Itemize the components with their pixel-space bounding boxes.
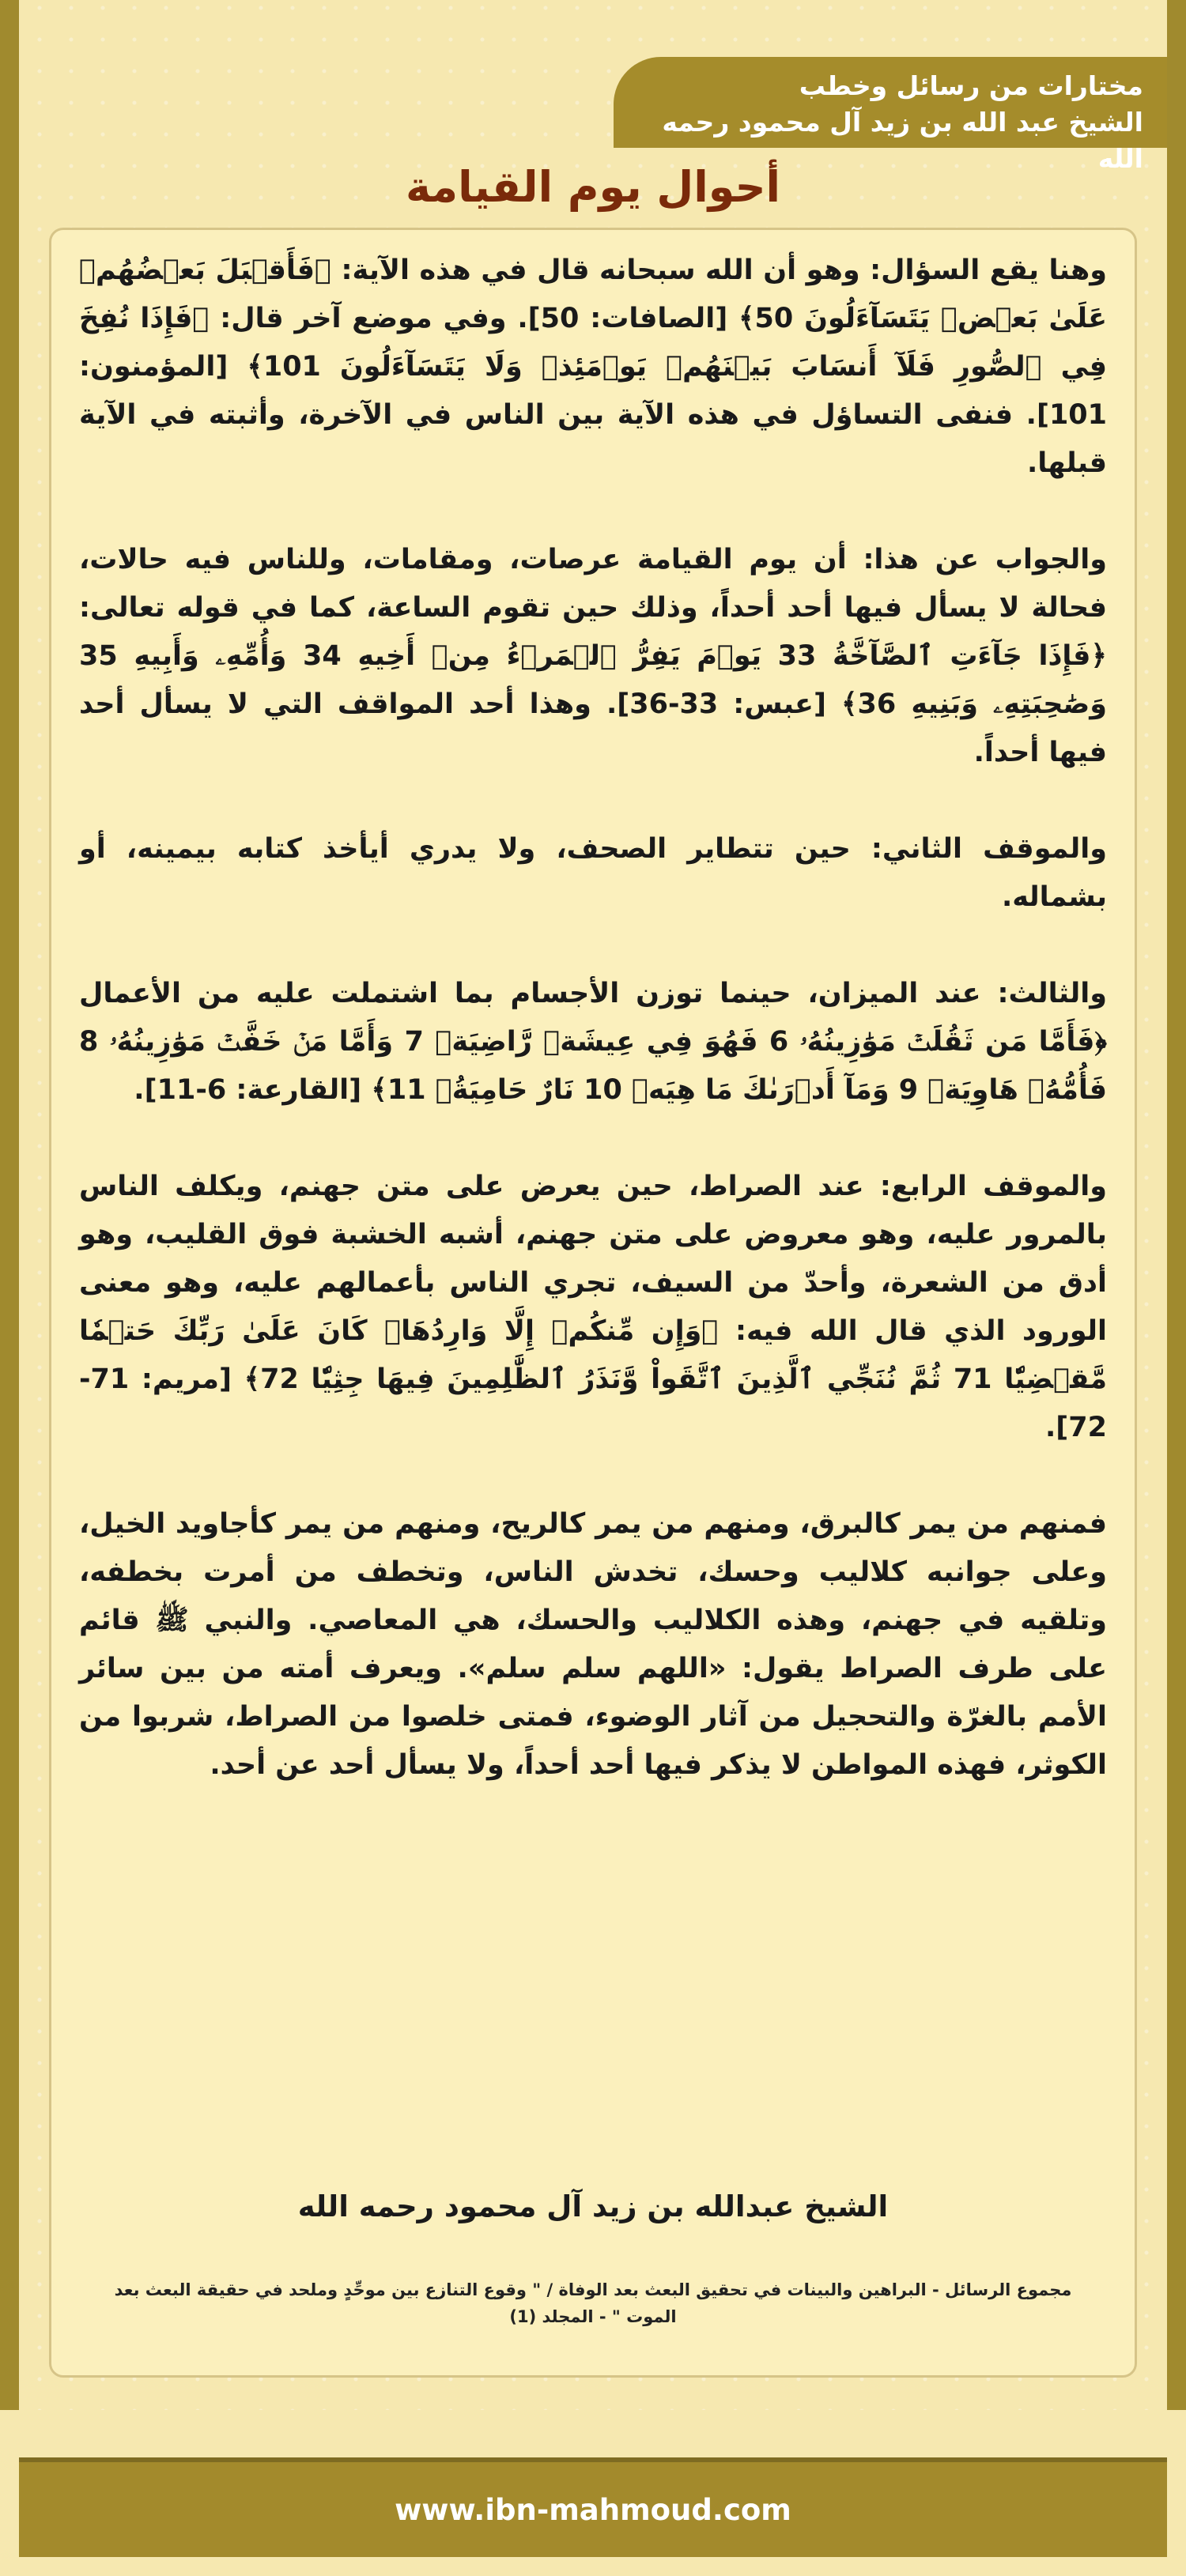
paragraph-5: والموقف الرابع: عند الصراط، حين يعرض على متن جهنم، ويكلف الناس بالمرور عليه، وهو معروض على متن جهنم، أشبه الخشبة فوق القليب، وهو أدق من الشعرة، وأحدّ من السيف، تجري الناس بأعمالهم عليه، وهو معنى الورود الذي قال الله فيه: ﴿وَإِن مِّنكُمۡ إِلَّا وَارِدُهَاۚ كَانَ عَلَىٰ رَبِّكَ حَتۡمٗا مَّقۡضِيّٗا 71 ثُمَّ نُنَجِّي ٱلَّذِينَ ٱتَّقَواْ وَّنَذَرُ ٱلظَّٰلِمِينَ فِيهَا جِثِيّٗا 72﴾ [مريم: 71-72]. bbox=[79, 1171, 1108, 1443]
header-band bbox=[614, 57, 1167, 174]
paragraph-4: والثالث: عند الميزان، حينما توزن الأجسام بما اشتملت عليه من الأعمال ﴿فَأَمَّا مَن ثَقُلَتۡ مَوَٰزِينُهُۥ 6 فَهُوَ فِي عِيشَةٖ رَّاضِيَةٖ 7 وَأَمَّا مَنۡ خَفَّتۡ مَوَٰزِينُهُۥ 8 فَأُمُّهُۥ هَاوِيَةٞ 9 وَمَآ أَدۡرَىٰكَ مَا هِيَهۡ 10 نَارٌ حَامِيَةُۢ 11﴾ [القارعة: 6-11]. bbox=[79, 978, 1107, 1106]
page-title: أحوال يوم القيامة bbox=[405, 162, 781, 212]
article-body bbox=[79, 247, 1107, 1838]
paragraph-6: فمنهم من يمر كالبرق، ومنهم من يمر كالريح، ومنهم من يمر كأجاويد الخيل، وعلى جوانبه كلاليب وحسك، تخدش الناس، وتخطف من أمرت بخطفه، وتلقيه في جهنم، وهذه الكلاليب والحسك، هي المعاصي. والنبي ﷺ قائم على طرف الصراط يقول: «اللهم سلم سلم». ويعرف أمته من بين سائر الأمم بالغرّة والتحجيل من آثار الوضوء، فمتى خلصوا من الصراط، شربوا من الكوثر، فهذه المواطن لا يذكر فيها أحد أحداً، ولا يسأل أحد عن أحد. bbox=[79, 1508, 1107, 1781]
paragraph-2: والجواب عن هذا: أن يوم القيامة عرصات، ومقامات، وللناس فيه حالات، فحالة لا يسأل فيها أحد أحداً، وذلك حين تقوم الساعة، كما في قوله تعالى: ﴿فَإِذَا جَآءَتِ ٱلصَّآخَّةُ 33 يَوۡمَ يَفِرُّ ٱلۡمَرۡءُ مِنۡ أَخِيهِ 34 وَأُمِّهِۦ وَأَبِيهِ 35 وَصَٰحِبَتِهِۦ وَبَنِيهِ 36﴾ [عبس: 33-36]. وهذا أحد المواقف التي لا يسأل أحد فيها أحداً. bbox=[79, 544, 1108, 768]
bottom-band bbox=[0, 2410, 1186, 2576]
header-series-title: مختارات من رسائل وخطب bbox=[799, 70, 1143, 101]
paragraph-3: والموقف الثاني: حين تتطاير الصحف، ولا يدري أيأخذ كتابه بيمينه، أو بشماله. bbox=[79, 833, 1107, 913]
source-reference: مجموع الرسائل - البراهين والبينات في تحقيق البعث بعد الوفاة / " وقوع التنازع بين موحِّدٍ وملحد في حقيقة البعث بعد الموت " - المجلد (1) bbox=[114, 2280, 1072, 2326]
paragraph-1: وهنا يقع السؤال: وهو أن الله سبحانه قال في هذه الآية: ﴿فَأَقۡبَلَ بَعۡضُهُمۡ عَلَىٰ بَعۡضٖ يَتَسَآءَلُونَ 50﴾ [الصافات: 50]. وفي موضع آخر قال: ﴿فَإِذَا نُفِخَ فِي ٱلصُّورِ فَلَآ أَنسَابَ بَيۡنَهُمۡ يَوۡمَئِذٖ وَلَا يَتَسَآءَلُونَ 101﴾ [المؤمنون: 101]. فنفى التساؤل في هذه الآية بين الناس في الآخرة، وأثبته في الآية قبلها. bbox=[79, 255, 1108, 479]
website-link[interactable]: www.ibn-mahmoud.com bbox=[395, 2492, 791, 2527]
signature: الشيخ عبدالله بن زيد آل محمود رحمه الله bbox=[297, 2189, 889, 2223]
website-bar bbox=[19, 2457, 1167, 2557]
header-author: الشيخ عبد الله بن زيد آل محمود رحمه الله bbox=[662, 107, 1143, 174]
